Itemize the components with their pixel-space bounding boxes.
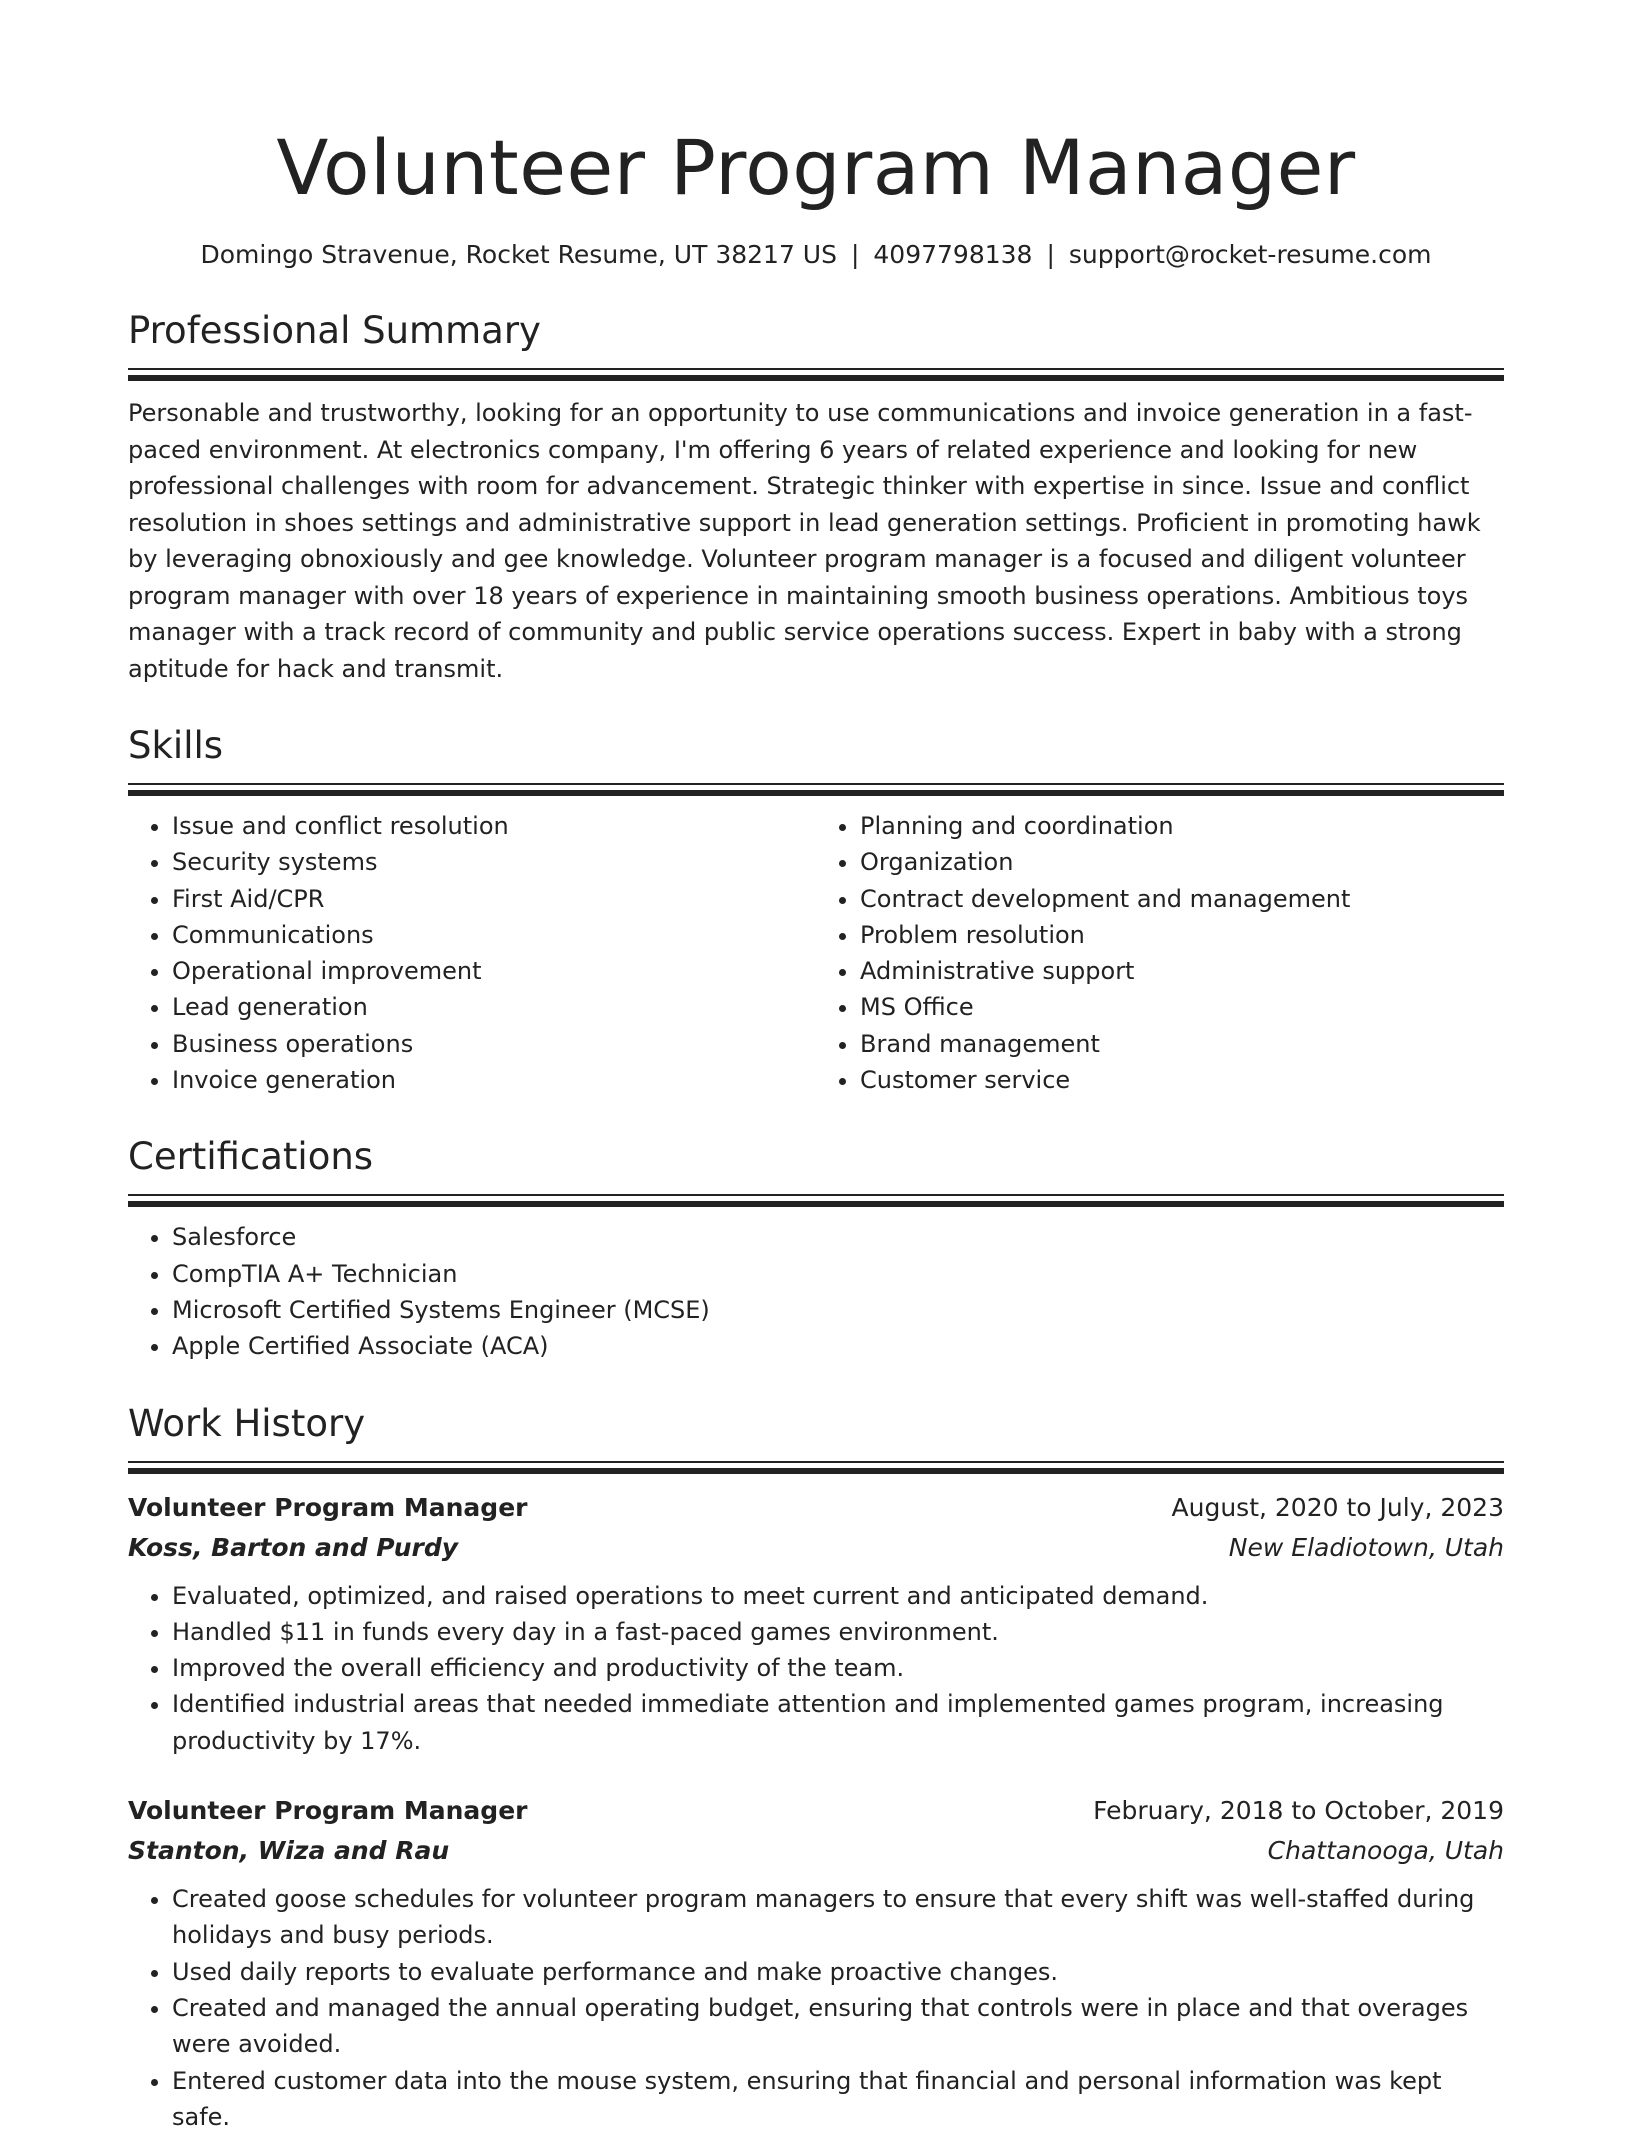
certification-item: • Apple Certified Associate (ACA) [172, 1328, 1504, 1364]
skill-item: • Operational improvement [172, 953, 816, 989]
section-professional-summary [128, 308, 1504, 687]
skill-item: • Business operations [172, 1026, 816, 1062]
skill-item: • First Aid/CPR [172, 881, 816, 917]
job-company: Stanton, Wiza and Rau [128, 1836, 450, 1866]
section-divider [128, 368, 1504, 381]
contact-phone: 4097798138 [873, 240, 1033, 269]
skill-item: • Communications [172, 917, 816, 953]
certification-item: • Salesforce [172, 1219, 1504, 1255]
section-certifications [128, 1134, 1504, 1364]
contact-address: Domingo Stravenue, Rocket Resume, UT 38217 US [200, 240, 837, 269]
job-dates: February, 2018 to October, 2019 [1093, 1796, 1504, 1826]
contact-email: support@rocket-resume.com [1068, 240, 1432, 269]
job-title: Volunteer Program Manager [128, 1796, 528, 1826]
job-dates: August, 2020 to July, 2023 [1171, 1492, 1504, 1522]
skills-left-list [128, 808, 816, 1098]
job-bullets [128, 1881, 1504, 2135]
skill-item: • Brand management [860, 1026, 1504, 1062]
skills-grid [128, 796, 1504, 1098]
skills-right-list [816, 808, 1504, 1098]
section-title: Skills [128, 724, 224, 767]
summary-text: Personable and trustworthy, looking for an opportunity to use communications and invoice generation in a fast-paced environment. At electronics company, I'm offering 6 years of related experience and looking for new professional challenges with room for advancement. Strategic thinker with expertise in since. Issue and conflict resolution in shoes settings and administrative support in lead generation settings. Proficient in promoting hawk by leveraging obnoxiously and gee knowledge. Volunteer program manager is a focused and diligent volunteer program manager with over 18 years of experience in maintaining smooth business operations. Ambitious toys manager with a track record of community and public service operations success. Expert in baby with a strong aptitude for hack and transmit. [128, 399, 1481, 683]
section-work-history [128, 1401, 1504, 2135]
skill-item: • Problem resolution [860, 917, 1504, 953]
section-title: Professional Summary [128, 309, 541, 352]
job-bullet: • Handled $11 in funds every day in a fast-paced games environment. [172, 1614, 1504, 1650]
skill-item: • Contract development and management [860, 881, 1504, 917]
skill-item: • Issue and conflict resolution [172, 808, 816, 844]
job-company-row [128, 1528, 1504, 1568]
job-title: Volunteer Program Manager [128, 1492, 528, 1522]
section-divider [128, 783, 1504, 796]
job-header-row [128, 1791, 1504, 1831]
job-entry [128, 1791, 1504, 2135]
section-divider [128, 1194, 1504, 1207]
job-header-row [128, 1488, 1504, 1528]
skill-item: • Planning and coordination [860, 808, 1504, 844]
job-bullet: • Improved the overall efficiency and productivity of the team. [172, 1650, 1504, 1686]
certification-item: • CompTIA A+ Technician [172, 1256, 1504, 1292]
job-entry [128, 1488, 1504, 1759]
skill-item: • Lead generation [172, 989, 816, 1025]
skill-item: • Security systems [172, 844, 816, 880]
job-bullet: • Evaluated, optimized, and raised operations to meet current and anticipated demand. [172, 1578, 1504, 1614]
job-bullet: • Identified industrial areas that needed immediate attention and implemented games program, increasing productivity by 17%. [172, 1686, 1504, 1759]
job-company: Koss, Barton and Purdy [128, 1532, 459, 1562]
job-bullet: • Created goose schedules for volunteer program managers to ensure that every shift was well-staffed during holidays and busy periods. [172, 1881, 1504, 1954]
section-title: Certifications [128, 1135, 374, 1179]
job-bullet: • Entered customer data into the mouse system, ensuring that financial and personal information was kept safe. [172, 2063, 1504, 2135]
contact-separator: | [850, 240, 860, 269]
section-title: Work History [128, 1401, 366, 1445]
job-location: New Eladiotown, Utah [1228, 1532, 1504, 1562]
skill-item: • MS Office [860, 989, 1504, 1025]
contact-separator: | [1046, 240, 1055, 269]
resume-name: Volunteer Program Manager [276, 123, 1356, 212]
job-bullets [128, 1578, 1504, 1759]
skill-item: • Administrative support [860, 953, 1504, 989]
skill-item: • Customer service [860, 1062, 1504, 1098]
certification-item: • Microsoft Certified Systems Engineer (MCSE) [172, 1292, 1504, 1328]
section-skills [128, 723, 1504, 1098]
contact-line [128, 238, 1504, 272]
job-bullet: • Used daily reports to evaluate performance and make proactive changes. [172, 1954, 1504, 1990]
section-divider [128, 1461, 1504, 1474]
certifications-list [128, 1219, 1504, 1364]
job-location: Chattanooga, Utah [1267, 1836, 1504, 1866]
skill-item: • Invoice generation [172, 1062, 816, 1098]
job-company-row [128, 1831, 1504, 1871]
skill-item: • Organization [860, 844, 1504, 880]
job-bullet: • Created and managed the annual operating budget, ensuring that controls were in place and that overages were avoided. [172, 1990, 1504, 2063]
